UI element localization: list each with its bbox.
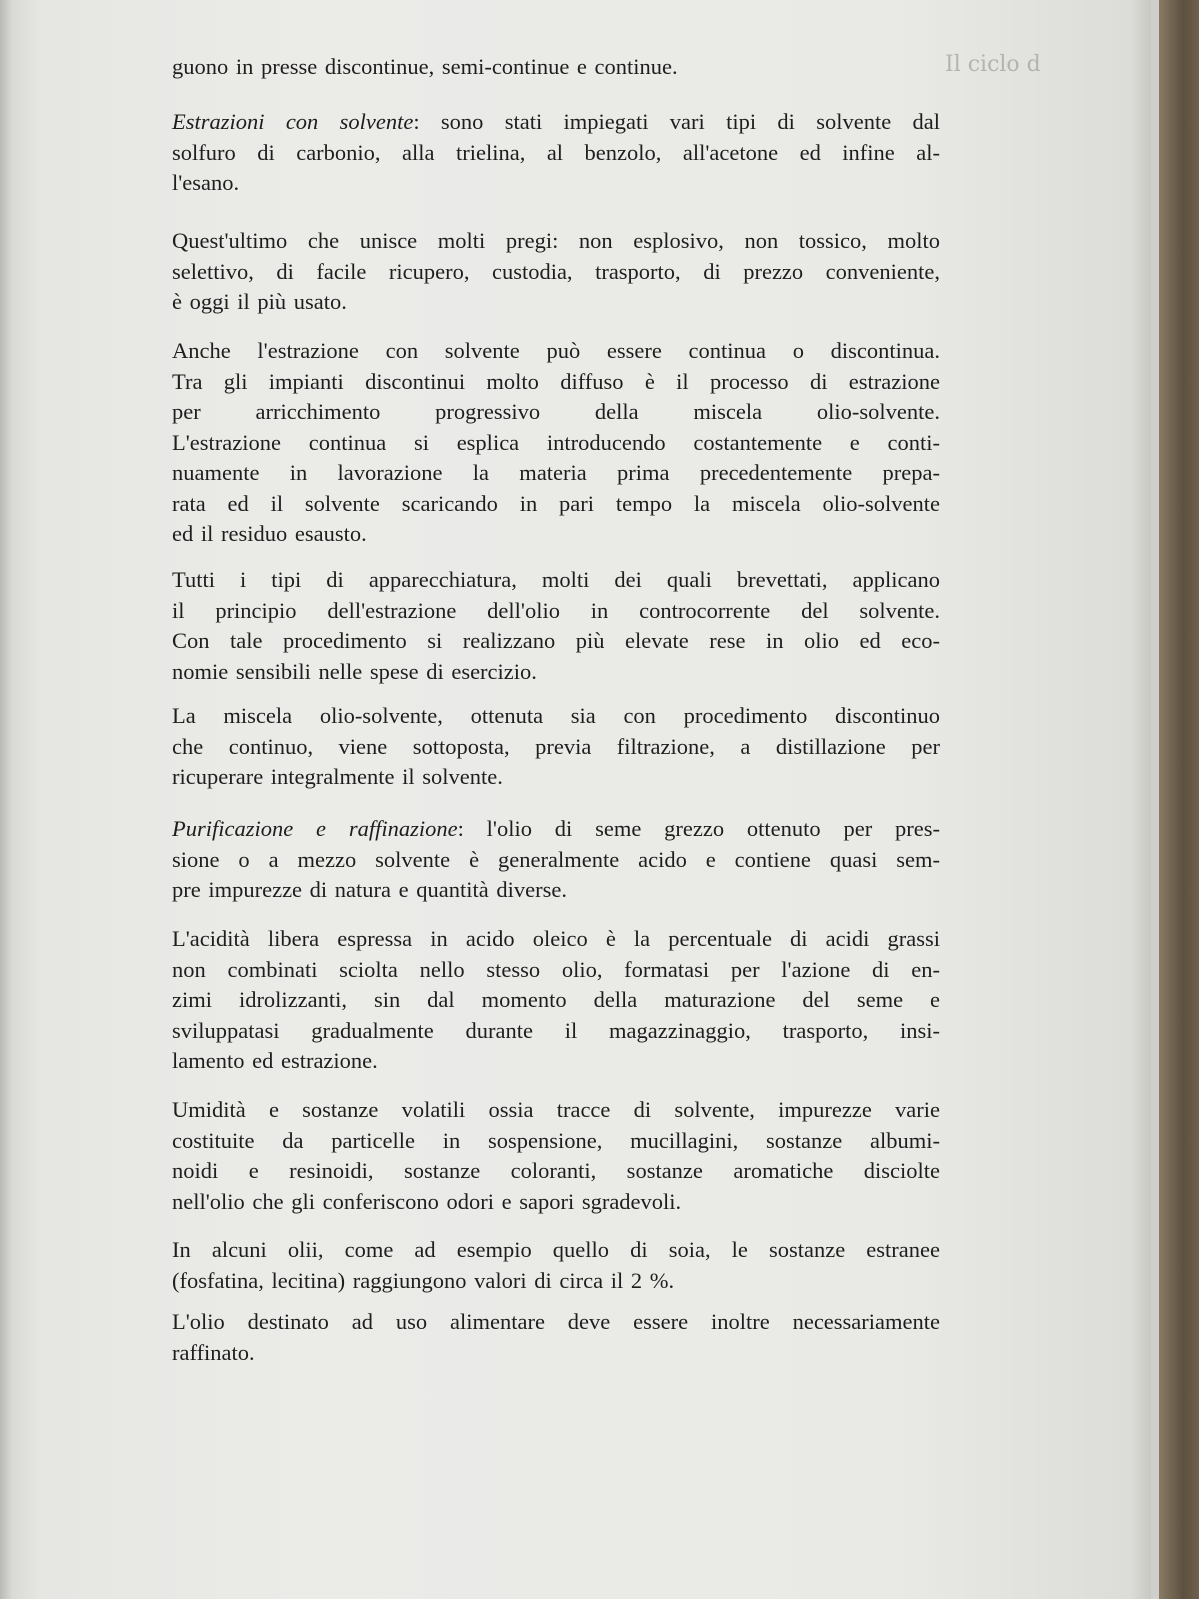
paragraph <box>172 924 940 1077</box>
text-line: L'olio destinato ad uso alimentare deve essere inoltre necessariamente <box>172 1309 940 1334</box>
paragraph <box>172 107 940 199</box>
section-lead: Estrazioni con solvente <box>172 109 414 134</box>
paragraph <box>172 336 940 550</box>
text-run: : l'olio di seme grezzo ottenuto per pres- <box>457 816 940 841</box>
paragraph <box>172 1307 940 1368</box>
text-line: sviluppatasi gradualmente durante il magazzinaggio, trasporto, insi- <box>172 1017 940 1043</box>
paragraph <box>172 1095 940 1217</box>
text-line: per arricchimento progressivo della miscela olio-solvente. <box>172 399 940 424</box>
paragraph <box>172 565 940 687</box>
paragraph <box>172 701 940 793</box>
facing-page-fragment: Il ciclo d <box>945 52 1041 77</box>
facing-page-edge <box>1159 0 1199 1599</box>
text-line <box>172 814 940 845</box>
section-lead: Purificazione e raffinazione <box>172 816 458 841</box>
text-line: nomie sensibili nelle spese di esercizio. <box>172 658 537 684</box>
text-run: : sono stati impiegati vari tipi di solvente dal <box>413 109 940 134</box>
text-line: pre impurezze di natura e quantità diverse. <box>172 877 567 902</box>
text-line: In alcuni olii, come ad esempio quello di soia, le sostanze estranee <box>172 1237 940 1262</box>
text-line: costituite da particelle in sospensione, mucillagini, sostanze albumi- <box>172 1127 940 1153</box>
text-line: Tutti i tipi di apparecchiatura, molti dei quali brevettati, applicano <box>172 567 940 592</box>
text-line: raffinato. <box>172 1339 255 1365</box>
text-line: nuamente in lavorazione la materia prima precedentemente prepa- <box>172 460 940 485</box>
text-line: selettivo, di facile ricupero, custodia, trasporto, di prezzo conveniente, <box>172 258 940 284</box>
text-line: solfuro di carbonio, alla trielina, al benzolo, all'acetone ed infine al- <box>172 139 940 165</box>
text-line: Anche l'estrazione con solvente può essere continua o discontinua. <box>172 338 940 363</box>
page-gutter <box>1151 0 1159 1599</box>
text-line: l'esano. <box>172 170 240 195</box>
text-line: noidi e resinoidi, sostanze coloranti, sostanze aromatiche disciolte <box>172 1158 940 1183</box>
text-line: Quest'ultimo che unisce molti pregi: non esplosivo, non tossico, molto <box>172 228 940 253</box>
paragraph <box>172 226 940 318</box>
text-line: La miscela olio-solvente, ottenuta sia con procedimento discontinuo <box>172 703 940 728</box>
text-line: Con tale procedimento si realizzano più elevate rese in olio ed eco- <box>172 628 940 653</box>
text-line: guono in presse discontinue, semi-continue e continue. <box>172 54 678 79</box>
text-line: Tra gli impianti discontinui molto diffuso è il processo di estrazione <box>172 368 940 394</box>
paragraph <box>172 1235 940 1296</box>
text-line: non combinati sciolta nello stesso olio, formatasi per l'azione di en- <box>172 956 940 982</box>
text-line: zimi idrolizzanti, sin dal momento della maturazione del seme e <box>172 987 940 1012</box>
paragraph <box>172 52 940 83</box>
text-line: rata ed il solvente scaricando in pari tempo la miscela olio-solvente <box>172 490 940 516</box>
text-line: L'estrazione continua si esplica introducendo costantemente e conti- <box>172 429 940 455</box>
text-line: (fosfatina, lecitina) raggiungono valori di circa il 2 %. <box>172 1267 675 1293</box>
text-line: il principio dell'estrazione dell'olio in controcorrente del solvente. <box>172 597 940 623</box>
text-line <box>172 107 940 138</box>
text-line: ed il residuo esausto. <box>172 521 367 546</box>
text-line: è oggi il più usato. <box>172 289 347 314</box>
text-line: sione o a mezzo solvente è generalmente acido e contiene quasi sem- <box>172 846 940 872</box>
paragraph <box>172 814 940 906</box>
text-line: lamento ed estrazione. <box>172 1048 378 1073</box>
text-line: nell'olio che gli conferiscono odori e sapori sgradevoli. <box>172 1188 682 1214</box>
text-line: ricuperare integralmente il solvente. <box>172 764 503 789</box>
text-line: che continuo, viene sottoposta, previa filtrazione, a distillazione per <box>172 733 940 759</box>
text-line: L'acidità libera espressa in acido oleico è la percentuale di acidi grassi <box>172 926 940 951</box>
text-line: Umidità e sostanze volatili ossia tracce di solvente, impurezze varie <box>172 1097 940 1122</box>
